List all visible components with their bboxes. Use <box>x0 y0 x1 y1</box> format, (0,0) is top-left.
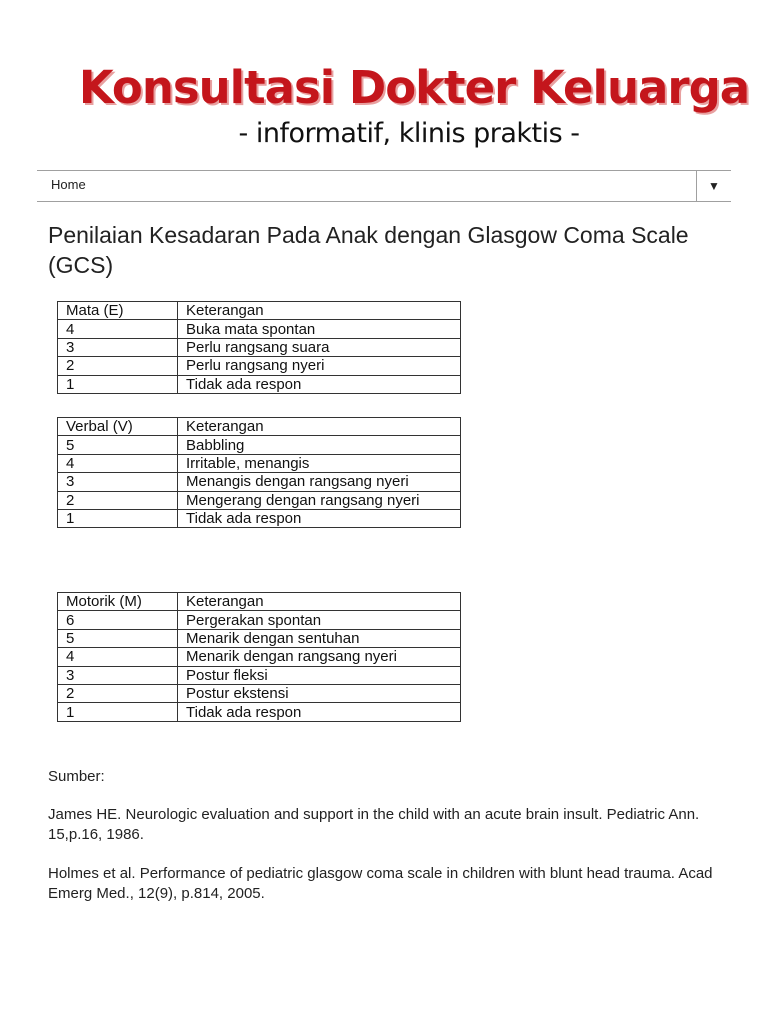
score-cell: 6 <box>58 611 178 629</box>
reference-item: James HE. Neurologic evaluation and support in the child with an acute brain insult. Pediatric Ann. 15,p.16, 1986. <box>48 806 700 843</box>
site-tagline <box>0 118 768 149</box>
table-row <box>58 666 461 684</box>
table-row <box>58 629 461 647</box>
description-cell: Menarik dengan rangsang nyeri <box>178 648 461 666</box>
description-cell: Postur fleksi <box>178 666 461 684</box>
table-header-cell: Motorik (M) <box>58 593 178 611</box>
description-cell: Menangis dengan rangsang nyeri <box>178 473 461 491</box>
score-cell: 2 <box>58 357 178 375</box>
chevron-down-icon[interactable]: ▼ <box>696 171 731 201</box>
description-cell: Tidak ada respon <box>178 703 461 721</box>
table-row <box>58 509 461 527</box>
site-logo[interactable] <box>0 62 768 114</box>
table-row <box>58 684 461 702</box>
description-cell: Perlu rangsang suara <box>178 338 461 356</box>
score-cell: 5 <box>58 629 178 647</box>
table-header-cell: Keterangan <box>178 593 461 611</box>
gcs-eye-table <box>57 301 461 394</box>
description-cell: Mengerang dengan rangsang nyeri <box>178 491 461 509</box>
nav-home-link[interactable]: Home <box>51 177 86 192</box>
score-cell: 3 <box>58 338 178 356</box>
description-cell: Perlu rangsang nyeri <box>178 357 461 375</box>
source-label: Sumber: <box>48 768 105 785</box>
table-header-row <box>58 302 461 320</box>
gcs-verbal-table <box>57 417 461 528</box>
table-header-cell: Mata (E) <box>58 302 178 320</box>
table-header-cell: Keterangan <box>178 418 461 436</box>
score-cell: 1 <box>58 375 178 393</box>
description-cell: Tidak ada respon <box>178 509 461 527</box>
tagline-text: - informatif, klinis praktis - <box>238 118 580 149</box>
table-header-cell: Keterangan <box>178 302 461 320</box>
table-row <box>58 703 461 721</box>
reference-item: Holmes et al. Performance of pediatric glasgow coma scale in children with blunt head trauma. Acad Emerg Med., 12(9), p.814, 2005. <box>48 865 713 902</box>
table-row <box>58 611 461 629</box>
score-cell: 4 <box>58 454 178 472</box>
score-cell: 3 <box>58 473 178 491</box>
post-title: Penilaian Kesadaran Pada Anak dengan Glasgow Coma Scale (GCS) <box>48 222 689 278</box>
description-cell: Menarik dengan sentuhan <box>178 629 461 647</box>
score-cell: 4 <box>58 648 178 666</box>
description-cell: Postur ekstensi <box>178 684 461 702</box>
nav-bar <box>37 170 731 202</box>
table-row <box>58 473 461 491</box>
score-cell: 4 <box>58 320 178 338</box>
table-row <box>58 491 461 509</box>
description-cell: Babbling <box>178 436 461 454</box>
description-cell: Tidak ada respon <box>178 375 461 393</box>
table-row <box>58 648 461 666</box>
score-cell: 5 <box>58 436 178 454</box>
score-cell: 1 <box>58 509 178 527</box>
description-cell: Pergerakan spontan <box>178 611 461 629</box>
table-row <box>58 436 461 454</box>
table-row <box>58 375 461 393</box>
table-row <box>58 320 461 338</box>
gcs-motor-table <box>57 592 461 722</box>
table-row <box>58 338 461 356</box>
table-header-cell: Verbal (V) <box>58 418 178 436</box>
table-header-row <box>58 593 461 611</box>
score-cell: 2 <box>58 684 178 702</box>
score-cell: 1 <box>58 703 178 721</box>
score-cell: 2 <box>58 491 178 509</box>
description-cell: Buka mata spontan <box>178 320 461 338</box>
description-cell: Irritable, menangis <box>178 454 461 472</box>
table-row <box>58 357 461 375</box>
table-header-row <box>58 418 461 436</box>
score-cell: 3 <box>58 666 178 684</box>
site-title[interactable]: Konsultasi Dokter Keluarga <box>78 61 750 114</box>
table-row <box>58 454 461 472</box>
